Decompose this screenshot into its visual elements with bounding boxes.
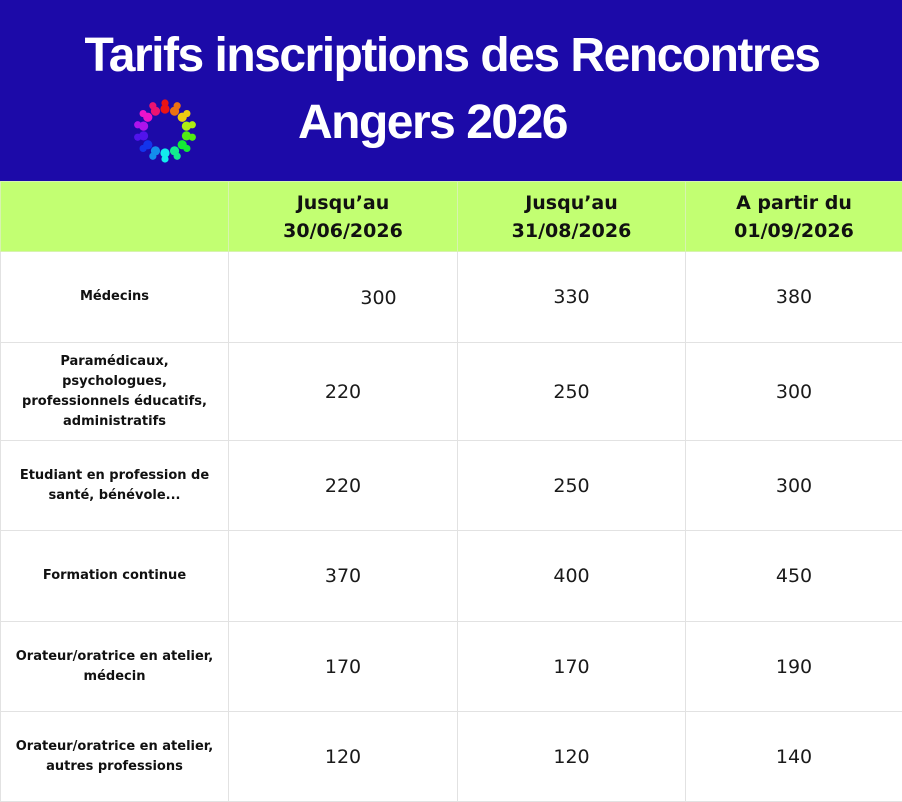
header-cell-until-30-06 bbox=[229, 182, 458, 252]
row-label-line: médecin bbox=[83, 668, 146, 684]
row-label-line: Orateur/oratrice en atelier, bbox=[15, 738, 214, 754]
header-date: 01/09/2026 bbox=[734, 219, 854, 242]
row-label-line: Paramédicaux, bbox=[60, 353, 169, 369]
logo-figure-body bbox=[139, 122, 148, 131]
price-cell: 220 bbox=[229, 441, 458, 531]
table-header-row bbox=[1, 182, 902, 252]
logo-figure-body bbox=[182, 131, 191, 140]
header-cell-from-01-09 bbox=[686, 182, 902, 252]
price-cell: 250 bbox=[458, 441, 686, 531]
price-cell: 330 bbox=[458, 252, 686, 343]
price-cell: 140 bbox=[686, 712, 902, 802]
header-date: 30/06/2026 bbox=[283, 219, 403, 242]
circle-of-people-icon bbox=[128, 94, 202, 168]
header-label-line: Jusqu’au bbox=[525, 191, 618, 214]
row-label-line: professionnels éducatifs, bbox=[22, 393, 207, 409]
price-cell: 250 bbox=[458, 343, 686, 441]
row-label-line: Médecins bbox=[79, 289, 150, 304]
logo-figure-body bbox=[170, 107, 179, 116]
header-label-line: Jusqu’au bbox=[296, 191, 390, 214]
row-label bbox=[1, 531, 229, 622]
row-label-line: Orateur/oratrice en atelier, bbox=[15, 648, 214, 664]
row-label-line: administratifs bbox=[63, 413, 166, 429]
logo-figure-body bbox=[151, 107, 160, 116]
row-label bbox=[1, 622, 229, 712]
logo-figure-body bbox=[151, 146, 160, 155]
header-label-line: A partir du bbox=[736, 191, 852, 214]
table-row-paramedicaux bbox=[1, 343, 902, 441]
header-date: 31/08/2026 bbox=[511, 219, 632, 242]
price-cell: 300 bbox=[686, 343, 902, 441]
header-cell-until-31-08 bbox=[458, 182, 686, 252]
price-cell: 300 bbox=[229, 252, 458, 343]
price-cell: 380 bbox=[686, 252, 902, 343]
table-row-orateur-medecin bbox=[1, 622, 902, 712]
table-row-medecins bbox=[1, 252, 902, 343]
price-cell: 400 bbox=[458, 531, 686, 622]
table-row-etudiant bbox=[1, 441, 902, 531]
header-banner bbox=[0, 0, 902, 181]
price-cell: 120 bbox=[229, 712, 458, 802]
row-label bbox=[1, 343, 229, 441]
logo-figure-body bbox=[160, 148, 169, 157]
logo-figure-body bbox=[170, 146, 179, 155]
page-title-line-2: Angers 2026 bbox=[298, 96, 567, 149]
price-cell: 220 bbox=[229, 343, 458, 441]
header-cell-empty bbox=[1, 182, 229, 252]
logo-figure-body bbox=[143, 113, 152, 122]
row-label bbox=[1, 441, 229, 531]
row-label-line: psychologues, bbox=[62, 373, 167, 389]
pricing-table bbox=[0, 181, 902, 802]
row-label bbox=[1, 252, 229, 343]
table-row-orateur-autres bbox=[1, 712, 902, 802]
row-label bbox=[1, 712, 229, 802]
price-cell: 450 bbox=[686, 531, 902, 622]
row-label-line: Etudiant en profession de bbox=[19, 467, 210, 483]
price-cell: 120 bbox=[458, 712, 686, 802]
logo-figure-body bbox=[139, 131, 148, 140]
row-label-line: autres professions bbox=[46, 758, 183, 774]
price-cell: 370 bbox=[229, 531, 458, 622]
price-cell: 190 bbox=[686, 622, 902, 712]
row-label-line: Formation continue bbox=[42, 568, 187, 583]
page-title-line-1: Tarifs inscriptions des Rencontres bbox=[84, 29, 820, 82]
logo-figure-body bbox=[178, 113, 187, 122]
logo-figure-body bbox=[143, 140, 152, 149]
price-cell: 170 bbox=[458, 622, 686, 712]
row-label-line: santé, bénévole... bbox=[48, 487, 181, 503]
logo-figure-body bbox=[178, 140, 187, 149]
table-row-formation-continue bbox=[1, 531, 902, 622]
logo-figure-body bbox=[182, 122, 191, 131]
price-cell: 300 bbox=[686, 441, 902, 531]
logo-figure-body bbox=[160, 104, 169, 113]
price-cell: 170 bbox=[229, 622, 458, 712]
